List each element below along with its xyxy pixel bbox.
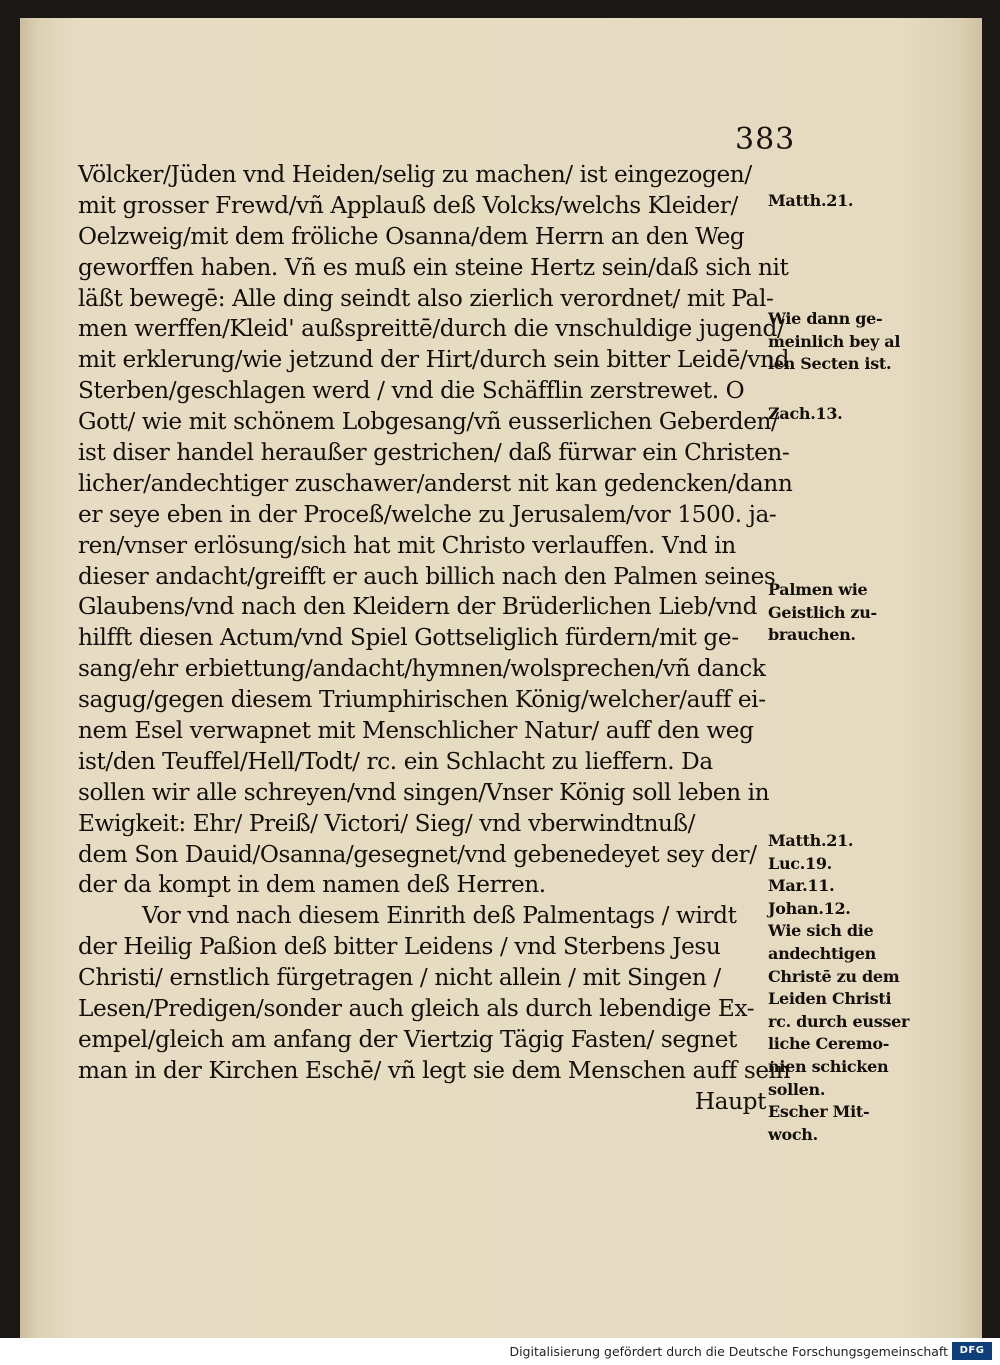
text-line: Völcker/Jüden vnd Heiden/selig zu machen/ ist eingezogen/ — [78, 161, 752, 188]
text-line: mit erklerung/wie jetzund der Hirt/durch sein bitter Leidē/vnd — [78, 346, 790, 374]
margin-note — [768, 308, 908, 376]
text-line: läßt bewegē: Alle ding seindt also zierlich verordnet/ mit Pal- — [78, 284, 774, 312]
margin-note-line: woch. — [768, 1124, 818, 1144]
text-line: sagug/gegen diesem Triumphirischen König/welcher/auff ei- — [78, 686, 766, 714]
margin-note-line: Leiden Christi — [768, 989, 892, 1009]
text-line: nem Esel verwapnet mit Menschlicher Natur/ auff den weg — [78, 717, 754, 745]
margin-note-line: Matth.21. — [768, 831, 854, 850]
margin-note-line: Wie sich die — [768, 921, 874, 941]
text-line: sang/ehr erbiettung/andacht/hymnen/wolsprechen/vñ danck — [78, 655, 766, 683]
text-line: men werffen/Kleid' außspreittē/durch die vnschuldige jugend/ — [78, 315, 785, 343]
funding-notice: Digitalisierung gefördert durch die Deutsche Forschungsgemeinschaft — [509, 1344, 948, 1359]
text-line: ist/den Teuffel/Hell/Todt/ rc. ein Schlacht zu lieffern. Da — [78, 747, 713, 775]
margin-note-line: liche Ceremo- — [768, 1034, 890, 1054]
text-line: mit grosser Frewd/vñ Applauß deß Volcks/welchs Kleider/ — [78, 191, 738, 219]
text-line: der da kompt in dem namen deß Herren. — [78, 871, 546, 899]
text-line: dieser andacht/greifft er auch billich nach den Palmen seines — [78, 562, 776, 590]
margin-note-line: Geistlich zu- — [768, 602, 877, 622]
text-line: Lesen/Predigen/sonder auch gleich als durch lebendige Ex- — [78, 995, 755, 1023]
text-line: Ewigkeit: Ehr/ Preiß/ Victori/ Sieg/ vnd vberwindtnuß/ — [78, 809, 696, 837]
margin-note-line: Zach.13. — [768, 404, 843, 423]
text-line: empel/gleich am anfang der Viertzig Tägig Fasten/ segnet — [78, 1025, 737, 1053]
page-number: 383 — [735, 122, 796, 157]
margin-note — [768, 579, 908, 647]
body-text — [78, 160, 793, 1118]
margin-note-line: sollen. — [768, 1079, 826, 1099]
text-line: Gott/ wie mit schönem Lobgesang/vñ eusserlichen Geberden/ — [78, 408, 779, 436]
margin-note-line: meinlich bey al — [768, 331, 901, 351]
margin-note-line: Mar.11. — [768, 876, 835, 896]
text-line: sollen wir alle schreyen/vnd singen/Vnser König soll leben in — [78, 778, 770, 806]
margin-note — [768, 403, 908, 426]
text-line: ren/vnser erlösung/sich hat mit Christo verlauffen. Vnd in — [78, 531, 736, 559]
margin-note — [768, 830, 908, 1146]
margin-note-line: Escher Mit- — [768, 1102, 870, 1122]
margin-note-line: andechtigen — [768, 943, 876, 963]
book-page — [20, 18, 982, 1338]
margin-note-line: brauchen. — [768, 625, 856, 645]
margin-note-line: Matth.21. — [768, 191, 854, 210]
text-line: geworffen haben. Vñ es muß ein steine Hertz sein/daß sich nit — [78, 253, 789, 281]
text-line: der Heilig Paßion deß bitter Leidens / vnd Sterbens Jesu — [78, 933, 721, 961]
text-line: Glaubens/vnd nach den Kleidern der Brüderlichen Lieb/vnd — [78, 593, 758, 621]
dfg-logo-icon: DFG — [952, 1342, 992, 1360]
margin-note-line: len Secten ist. — [768, 354, 892, 374]
text-line: hilfft diesen Actum/vnd Spiel Gottseliglich fürdern/mit ge- — [78, 624, 739, 652]
text-line: Sterben/geschlagen werd / vnd die Schäfflin zerstrewet. O — [78, 377, 745, 405]
margin-note-line: Wie dann ge- — [768, 309, 883, 328]
text-line: Vor vnd nach diesem Einrith deß Palmentags / wirdt — [142, 902, 737, 930]
text-line: er seye eben in der Proceß/welche zu Jerusalem/vor 1500. ja- — [78, 500, 777, 528]
text-line: Christi/ ernstlich fürgetragen / nicht allein / mit Singen / — [78, 964, 721, 992]
margin-note-line: Luc.19. — [768, 853, 832, 873]
margin-note-line: nien schicken — [768, 1056, 889, 1076]
margin-note-line: rc. durch eusser — [768, 1011, 910, 1031]
margin-note-line: Palmen wie — [768, 580, 868, 599]
margin-note-line: Johan.12. — [768, 898, 851, 918]
text-line: Haupt — [694, 1087, 766, 1115]
text-line: ist diser handel heraußer gestrichen/ daß fürwar ein Christen- — [78, 439, 790, 467]
text-line: dem Son Dauid/Osanna/gesegnet/vnd gebenedeyet sey der/ — [78, 840, 757, 868]
text-line: man in der Kirchen Eschē/ vñ legt sie dem Menschen auff sein — [78, 1056, 791, 1084]
footer-bar — [0, 1338, 1000, 1365]
text-line: Oelzweig/mit dem fröliche Osanna/dem Herrn an den Weg — [78, 222, 745, 250]
text-line: licher/andechtiger zuschawer/anderst nit kan gedencken/dann — [78, 469, 793, 497]
margin-note-line: Christē zu dem — [768, 966, 900, 986]
margin-note — [768, 190, 908, 213]
